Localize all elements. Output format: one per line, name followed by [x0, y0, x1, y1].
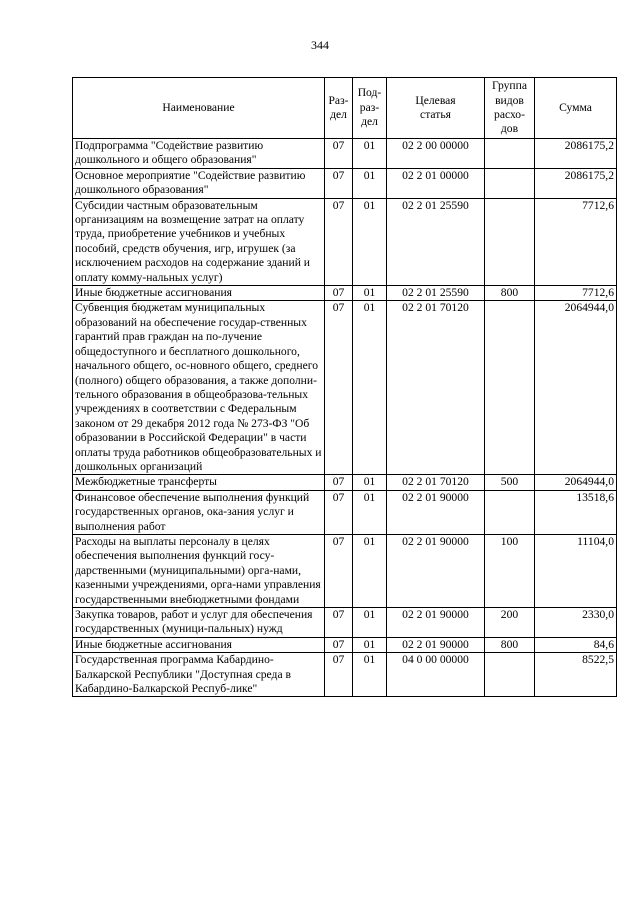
- table-body: [73, 139, 617, 697]
- row-name-cell: Подпрограмма "Содействие развитию дошкольного и общего образования": [73, 139, 325, 169]
- row-group-cell: 800: [485, 637, 535, 652]
- row-sum-cell: 2330,0: [535, 608, 617, 638]
- row-statya-cell: 02 2 01 25590: [387, 286, 485, 301]
- row-razdel-cell: 07: [325, 653, 353, 697]
- row-podrazdel-cell: 01: [353, 475, 387, 490]
- row-razdel-cell: 07: [325, 198, 353, 285]
- row-sum-cell: 13518,6: [535, 490, 617, 534]
- row-podrazdel-cell: 01: [353, 608, 387, 638]
- row-razdel-cell: 07: [325, 637, 353, 652]
- table-row: [73, 608, 617, 638]
- row-statya-cell: 04 0 00 00000: [387, 653, 485, 697]
- row-statya-cell: 02 2 01 90000: [387, 534, 485, 607]
- row-podrazdel-cell: 01: [353, 286, 387, 301]
- row-razdel-cell: 07: [325, 490, 353, 534]
- row-group-cell: 100: [485, 534, 535, 607]
- table-row: [73, 139, 617, 169]
- header-sum: Сумма: [535, 78, 617, 139]
- row-podrazdel-cell: 01: [353, 168, 387, 198]
- row-sum-cell: 2086175,2: [535, 139, 617, 169]
- row-group-cell: 800: [485, 286, 535, 301]
- row-name-cell: Субвенция бюджетам муниципальных образований на обеспечение государ-ственных гарантий прав граждан на по-лучение общедоступного и бесплатного дошкольного, начального общего, ос-новного общего, среднего (полного) общего образования, а также дополни-тельного образования в общеобразова-тельных учреждениях в соответствии с Федеральным законом от 29 декабря 2012 года № 273-ФЗ "Об образовании в Российской Федерации" в части оплаты труда работников общеобразовательных и дошкольных организаций: [73, 301, 325, 475]
- row-podrazdel-cell: 01: [353, 198, 387, 285]
- budget-table: [72, 77, 617, 697]
- row-podrazdel-cell: 01: [353, 534, 387, 607]
- row-name-cell: Иные бюджетные ассигнования: [73, 637, 325, 652]
- row-sum-cell: 2064944,0: [535, 301, 617, 475]
- row-statya-cell: 02 2 01 25590: [387, 198, 485, 285]
- table-row: [73, 653, 617, 697]
- row-group-cell: [485, 490, 535, 534]
- header-podrazdel: Под- раз- дел: [353, 78, 387, 139]
- header-statya: Целевая статья: [387, 78, 485, 139]
- row-podrazdel-cell: 01: [353, 301, 387, 475]
- table-row: [73, 490, 617, 534]
- row-sum-cell: 2064944,0: [535, 475, 617, 490]
- row-name-cell: Государственная программа Кабардино-Балкарской Республики "Доступная среда в Кабардино-Балкарской Респуб-лике": [73, 653, 325, 697]
- table-row: [73, 198, 617, 285]
- row-statya-cell: 02 2 00 00000: [387, 139, 485, 169]
- page-number: 344: [311, 38, 329, 52]
- row-sum-cell: 84,6: [535, 637, 617, 652]
- row-podrazdel-cell: 01: [353, 139, 387, 169]
- row-group-cell: [485, 198, 535, 285]
- row-name-cell: Основное мероприятие "Содействие развитию дошкольного образования": [73, 168, 325, 198]
- header-group: Группа видов расхо- дов: [485, 78, 535, 139]
- row-name-cell: Финансовое обеспечение выполнения функций государственных органов, ока-зания услуг и выполнения работ: [73, 490, 325, 534]
- table-row: [73, 286, 617, 301]
- table-row: [73, 637, 617, 652]
- row-name-cell: Закупка товаров, работ и услуг для обеспечения государственных (муници-пальных) нужд: [73, 608, 325, 638]
- row-razdel-cell: 07: [325, 286, 353, 301]
- row-name-cell: Расходы на выплаты персоналу в целях обеспечения выполнения функций госу-дарственными (муниципальными) орга-нами, казенными учреждениями, орга-нами управления государственными внебюджетными фондами: [73, 534, 325, 607]
- row-razdel-cell: 07: [325, 301, 353, 475]
- row-statya-cell: 02 2 01 00000: [387, 168, 485, 198]
- header-razdel: Раз- дел: [325, 78, 353, 139]
- row-statya-cell: 02 2 01 90000: [387, 608, 485, 638]
- row-razdel-cell: 07: [325, 608, 353, 638]
- row-group-cell: 500: [485, 475, 535, 490]
- row-podrazdel-cell: 01: [353, 490, 387, 534]
- row-group-cell: [485, 653, 535, 697]
- header-name: Наименование: [73, 78, 325, 139]
- row-statya-cell: 02 2 01 70120: [387, 301, 485, 475]
- row-podrazdel-cell: 01: [353, 653, 387, 697]
- row-name-cell: Межбюджетные трансферты: [73, 475, 325, 490]
- table-row: [73, 475, 617, 490]
- row-group-cell: 200: [485, 608, 535, 638]
- row-sum-cell: 11104,0: [535, 534, 617, 607]
- table-row: [73, 534, 617, 607]
- row-statya-cell: 02 2 01 90000: [387, 490, 485, 534]
- row-sum-cell: 7712,6: [535, 198, 617, 285]
- row-sum-cell: 7712,6: [535, 286, 617, 301]
- table-row: [73, 168, 617, 198]
- row-group-cell: [485, 301, 535, 475]
- row-group-cell: [485, 168, 535, 198]
- row-razdel-cell: 07: [325, 139, 353, 169]
- row-razdel-cell: 07: [325, 534, 353, 607]
- row-statya-cell: 02 2 01 70120: [387, 475, 485, 490]
- row-name-cell: Субсидии частным образовательным организациям на возмещение затрат на оплату труда, приобретение учебников и учебных пособий, средств обучения, игр, игрушек (за исключением расходов на содержание зданий и оплату комму-нальных услуг): [73, 198, 325, 285]
- row-razdel-cell: 07: [325, 475, 353, 490]
- row-name-cell: Иные бюджетные ассигнования: [73, 286, 325, 301]
- row-statya-cell: 02 2 01 90000: [387, 637, 485, 652]
- row-sum-cell: 8522,5: [535, 653, 617, 697]
- row-sum-cell: 2086175,2: [535, 168, 617, 198]
- row-group-cell: [485, 139, 535, 169]
- table-row: [73, 301, 617, 475]
- row-razdel-cell: 07: [325, 168, 353, 198]
- table-header-row: [73, 78, 617, 139]
- row-podrazdel-cell: 01: [353, 637, 387, 652]
